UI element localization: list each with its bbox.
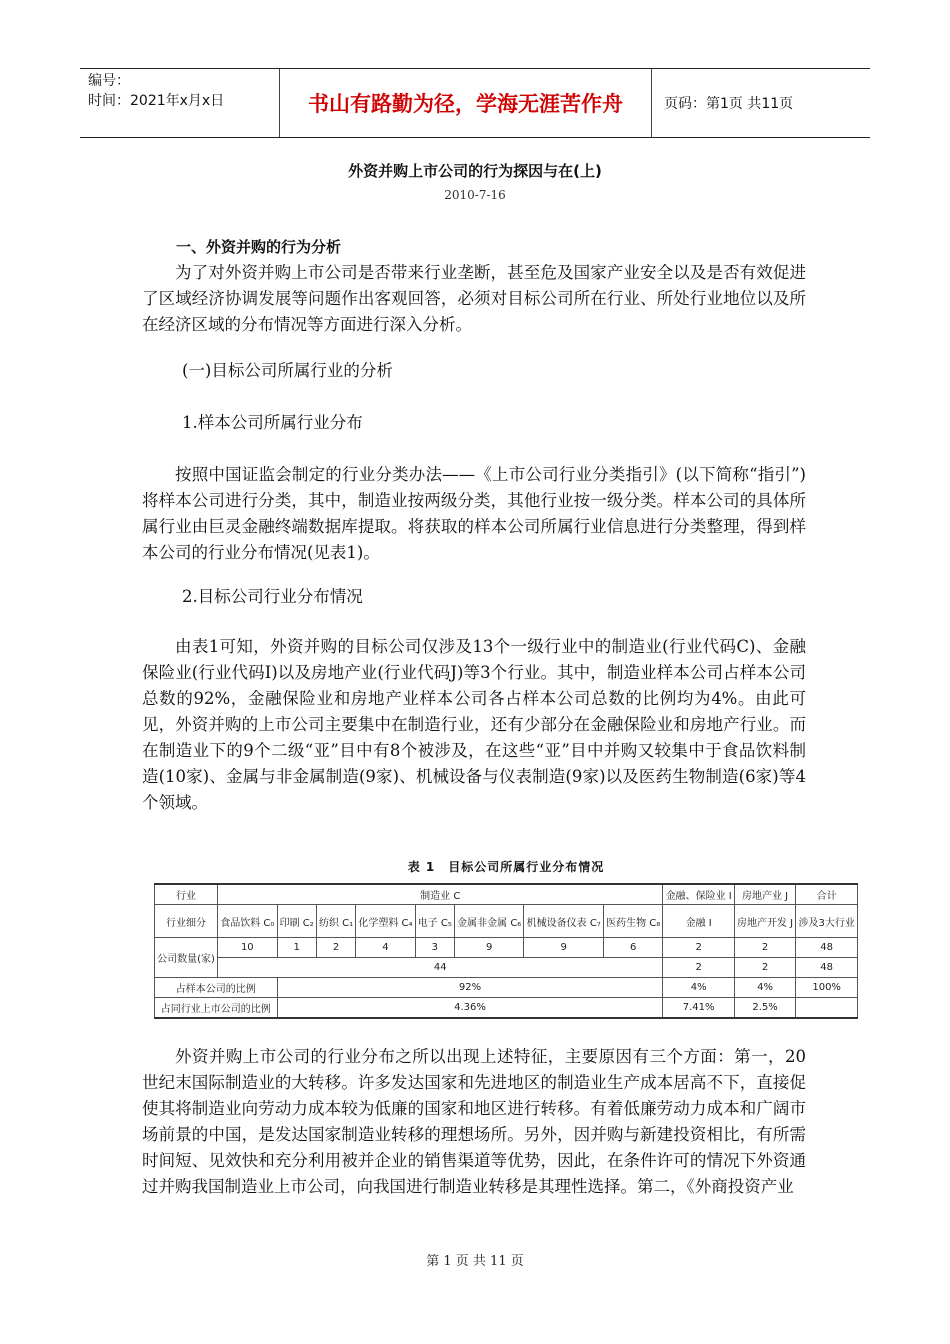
doc-time-label: 时间：2021年x月x日 xyxy=(88,93,225,109)
table-cell: 金融 I xyxy=(663,905,734,938)
table-cell: 100% xyxy=(796,978,858,998)
paragraph-1: 为了对外资并购上市公司是否带来行业垄断，甚至危及国家产业安全以及是否有效促进了区域经济协调发展等问题作出客观回答，必须对目标公司所在行业、所处行业地位以及所在经济区域的分布情况等方面进行深入分析。 xyxy=(142,263,806,334)
table-cell: 2.5% xyxy=(734,998,795,1019)
table-cell: 6 xyxy=(603,938,662,958)
paragraph-4: 外资并购上市公司的行业分布之所以出现上述特征，主要原因有三个方面：第一，20世纪末国际制造业的大转移。许多发达国家和先进地区的制造业生产成本居高不下，直接促使其将制造业向劳动力成本较为低廉的国家和地区进行转移。有着低廉劳动力成本和广阔市场前景的中国，是发达国家制造业转移的理想场所。另外，因并购与新建投资相比，有所需时间短、见效快和充分利用被并企业的销售渠道等优势，因此，在条件许可的情况下外资通过并购我国制造业上市公司，向我国进行制造业转移是其理性选择。第二，《外商投资产业 xyxy=(142,1047,806,1196)
table-cell: 48 xyxy=(796,938,858,958)
subheading-target-distribution: 2.目标公司行业分布情况 xyxy=(182,587,363,606)
table-row xyxy=(155,998,858,1019)
table-cell: 占同行业上市公司的比例 xyxy=(155,998,278,1019)
table-row xyxy=(155,958,858,978)
subheading-target-industry: (一)目标公司所属行业的分析 xyxy=(182,361,393,380)
paragraph-3: 由表1可知，外资并购的目标公司仅涉及13个一级行业中的制造业(行业代码C)、金融保险业(行业代码I)以及房地产业(行业代码J)等3个行业。其中，制造业样本公司占样本公司总数的92%，金融保险业和房地产业样本公司各占样本公司总数的比例均为4%。由此可见，外资并购的上市公司主要集中在制造行业，还有少部分在金融保险业和房地产行业。而在制造业下的9个二级“亚”目中有8个被涉及，在这些“亚”目中并购又较集中于食品饮料制造(10家)、金属与非金属制造(9家)、机械设备与仪表制造(9家)以及医药生物制造(6家)等4个领域。 xyxy=(142,637,806,812)
table-row xyxy=(155,905,858,938)
table-caption: 表 1 目标公司所属行业分布情况 xyxy=(407,860,605,874)
page-header xyxy=(80,68,870,138)
table-cell: 9 xyxy=(455,938,524,958)
table-cell: 48 xyxy=(796,958,858,978)
table-cell: 房地产业 J xyxy=(734,884,795,905)
doc-number-label: 编号： xyxy=(88,73,130,89)
table-cell: 行业细分 xyxy=(155,905,218,938)
table-cell: 化学塑料 C₄ xyxy=(356,905,415,938)
industry-table-figure xyxy=(150,858,862,1019)
table-cell: 2 xyxy=(663,938,734,958)
paragraph-3-block xyxy=(142,634,806,816)
table-cell: 1 xyxy=(277,938,316,958)
table-cell: 4 xyxy=(356,938,415,958)
table-cell: 2 xyxy=(663,958,734,978)
table-cell: 电子 C₅ xyxy=(415,905,454,938)
table-cell: 2 xyxy=(734,958,795,978)
section-heading: 一、外资并购的行为分析 xyxy=(176,238,342,256)
table-cell: 金融、保险业 I xyxy=(663,884,734,905)
table-cell: 占样本公司的比例 xyxy=(155,978,278,998)
table-cell: 2 xyxy=(734,938,795,958)
table-cell: 公司数量(家) xyxy=(155,938,218,978)
table-cell: 医药生物 C₈ xyxy=(603,905,662,938)
table-cell: 食品饮料 C₀ xyxy=(218,905,277,938)
industry-distribution-table xyxy=(154,883,858,1019)
table-cell: 4% xyxy=(663,978,734,998)
table-cell: 纺织 C₁ xyxy=(316,905,355,938)
table-cell: 印刷 C₂ xyxy=(277,905,316,938)
table-row xyxy=(155,978,858,998)
subheading-sample-distribution: 1.样本公司所属行业分布 xyxy=(182,413,363,432)
paragraph-2-block xyxy=(142,462,806,566)
doc-date: 2010-7-16 xyxy=(444,188,506,202)
table-cell: 行业 xyxy=(155,884,218,905)
table-cell: 7.41% xyxy=(663,998,734,1019)
table-cell: 房地产开发 J xyxy=(734,905,795,938)
table-cell: 9 xyxy=(524,938,604,958)
table-cell: 涉及3大行业 xyxy=(796,905,858,938)
table-cell: 10 xyxy=(218,938,277,958)
doc-title: 外资并购上市公司的行为探因与在(上) xyxy=(348,162,602,180)
header-meta xyxy=(80,69,280,137)
table-cell: 合计 xyxy=(796,884,858,905)
table-cell xyxy=(796,998,858,1019)
table-cell: 4% xyxy=(734,978,795,998)
table-cell: 2 xyxy=(316,938,355,958)
header-page-info: 页码：第1页 共11页 xyxy=(664,96,794,112)
paragraph-2: 按照中国证监会制定的行业分类办法——《上市公司行业分类指引》(以下简称“指引”)将样本公司进行分类，其中，制造业按两级分类，其他行业按一级分类。样本公司的具体所属行业由巨灵金融终端数据库提取。将获取的样本公司所属行业信息进行分类整理，得到样本公司的行业分布情况(见表1)。 xyxy=(142,465,806,562)
table-cell: 92% xyxy=(277,978,663,998)
table-header-row xyxy=(155,884,858,905)
table-row xyxy=(155,938,858,958)
paragraph-4-block xyxy=(142,1044,806,1200)
table-cell: 44 xyxy=(218,958,663,978)
table-cell: 4.36% xyxy=(277,998,663,1019)
page-footer: 第 1 页 共 11 页 xyxy=(426,1254,524,1269)
table-cell: 3 xyxy=(415,938,454,958)
header-motto: 书山有路勤为径，学海无涯苦作舟 xyxy=(280,69,652,137)
paragraph-1-block xyxy=(142,260,806,338)
table-cell: 制造业 C xyxy=(218,884,663,905)
table-cell: 金属非金属 C₆ xyxy=(455,905,524,938)
table-cell: 机械设备仪表 C₇ xyxy=(524,905,604,938)
